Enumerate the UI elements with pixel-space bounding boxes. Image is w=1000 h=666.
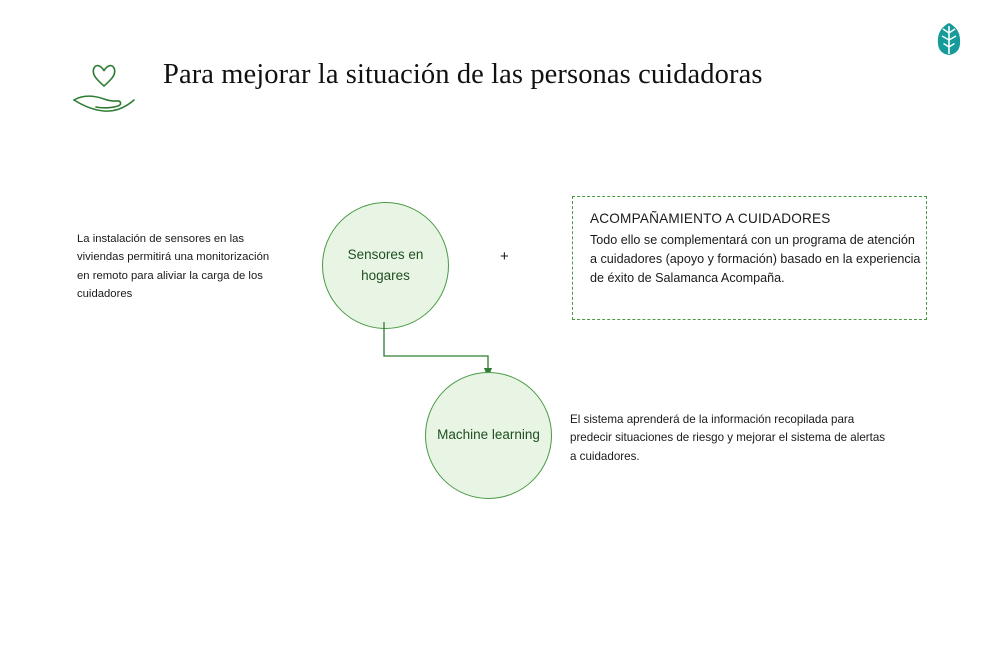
node-sensores-en-hogares[interactable]: [322, 202, 449, 329]
callout-title: ACOMPAÑAMIENTO A CUIDADORES: [590, 211, 831, 226]
node-machine-learning-label: Machine learning: [437, 427, 540, 443]
node-machine-learning[interactable]: [425, 372, 552, 499]
leaf-logo: [928, 18, 970, 60]
callout-body: Todo ello se complementará con un programa de atención a cuidadores (apoyo y formación) basado en la experiencia de éxito de Salamanca Acompaña.: [590, 233, 921, 286]
right-description-text: El sistema aprenderá de la información recopilada para predecir situaciones de riesgo y mejorar el sistema de alertas a cuidadores.: [570, 413, 886, 463]
plus-operator: +: [500, 248, 509, 265]
hand-holding-heart-icon: [68, 56, 140, 118]
left-description-text: La instalación de sensores en las viviendas permitirá una monitorización en remoto para aliviar la carga de los cuidadores: [77, 233, 270, 300]
page-title: Para mejorar la situación de las personas cuidadoras: [163, 59, 763, 90]
node-sensores-label: Sensores en hogares: [347, 247, 424, 283]
